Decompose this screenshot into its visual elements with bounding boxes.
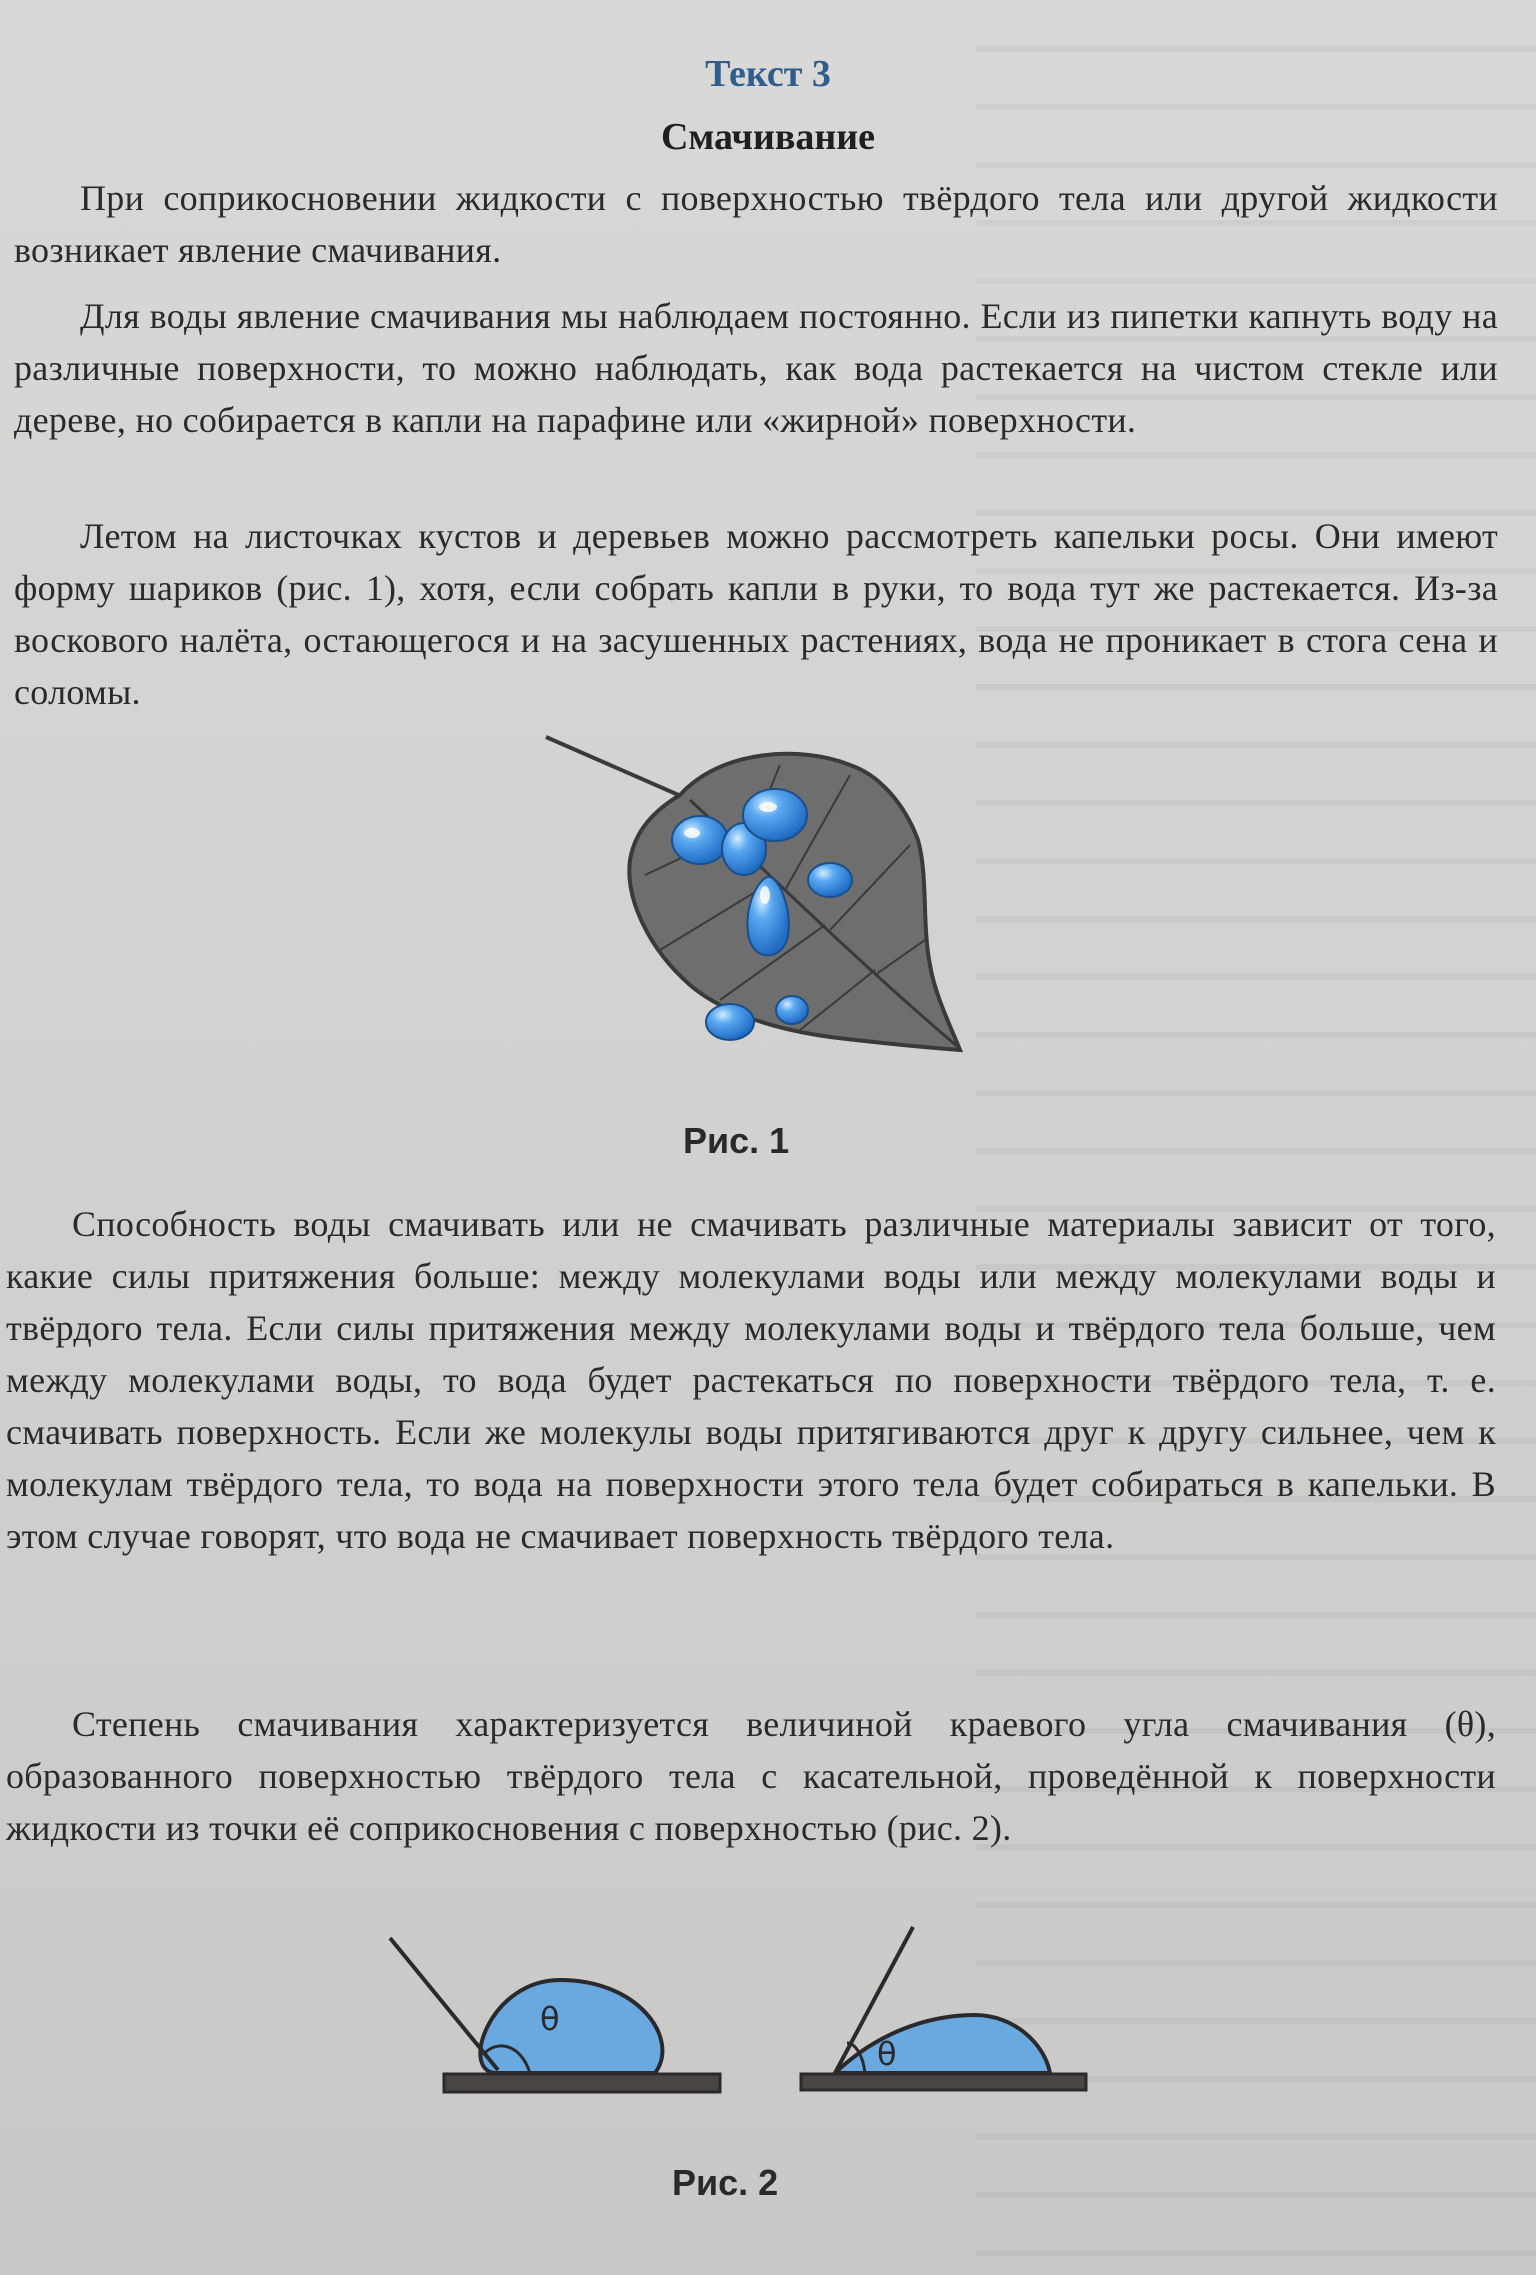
figure-1-caption: Рис. 1	[683, 1120, 790, 1161]
leaf-stem	[546, 737, 690, 800]
figure-2-right-wetting	[795, 1915, 1095, 2110]
tangent-line-left	[390, 1938, 498, 2070]
paragraph-1: При соприкосновении жидкости с поверхностью твёрдого тела или другой жидкости возникает явление смачивания.	[14, 178, 1498, 270]
solid-surface-right	[801, 2074, 1086, 2090]
text-title: Смачивание	[660, 116, 876, 158]
theta-label-left: θ	[540, 2000, 560, 2038]
solid-surface-left	[444, 2074, 720, 2092]
figure-1-leaf	[530, 725, 970, 1070]
drop-large	[480, 1980, 662, 2073]
figure-2-caption: Рис. 2	[672, 2162, 779, 2203]
paragraph-4: Способность воды смачивать или не смачивать различные материалы зависит от того, какие силы притяжения больше: между молекулами воды или между молекулами воды и твёрдого тела. Если силы притяжения между молекулами воды и твёрдого тела больше, чем между молекулами воды, то вода будет растекаться по поверхности твёрдого тела, т. е. смачивать поверхность. Если же молекулы воды притягиваются друг к другу сильнее, чем к молекулам твёрдого тела, то вода на поверхности этого тела будет собираться в капельки. В этом случае говорят, что вода не смачивает поверхность твёрдого тела.	[6, 1204, 1496, 1556]
text-number: Текст 3	[705, 53, 831, 95]
paragraph-5: Степень смачивания характеризуется величиной краевого угла смачивания (θ), образованного поверхностью твёрдого тела с касательной, проведённой к поверхности жидкости из точки её соприкосновения с поверхностью (рис. 2).	[6, 1704, 1496, 1848]
drop-flat	[835, 2015, 1050, 2073]
theta-label-right: θ	[877, 2035, 897, 2073]
figure-2-left-non-wetting	[380, 1930, 730, 2110]
paragraph-3: Летом на листочках кустов и деревьев можно рассмотреть капельки росы. Они имеют форму шариков (рис. 1), хотя, если собрать капли в руки, то вода тут же растекается. Из-за воскового налёта, остающегося и на засушенных растениях, вода не проникает в стога сена и соломы.	[14, 516, 1498, 712]
paragraph-2: Для воды явление смачивания мы наблюдаем постоянно. Если из пипетки капнуть воду на различные поверхности, то можно наблюдать, как вода растекается на чистом стекле или дереве, но собирается в капли на парафине или «жирной» поверхности.	[14, 296, 1498, 440]
